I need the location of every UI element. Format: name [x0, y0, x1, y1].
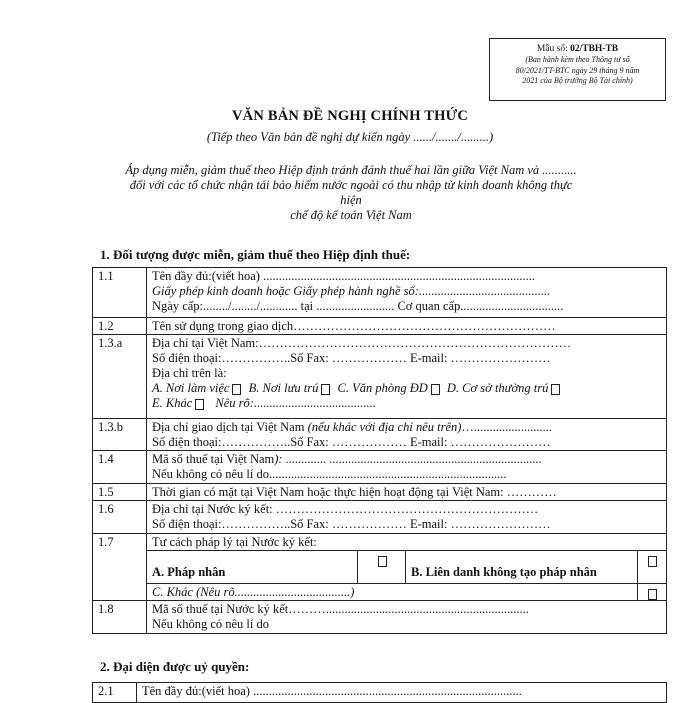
form-note-3: 2021 của Bộ trưởng Bộ Tài chính): [522, 76, 633, 85]
table-row: [93, 419, 667, 451]
table-row: [93, 501, 667, 534]
table-row: [93, 335, 667, 419]
legal-option-c-checkbox[interactable]: [648, 589, 657, 600]
representative-name-field[interactable]: Tên đầy đủ:(viết hoa) ......................................................................................: [142, 684, 522, 698]
option-e-checkbox[interactable]: [195, 399, 204, 410]
trade-name-field[interactable]: Tên sử dụng trong giao dịch………………………………………………………: [152, 319, 556, 333]
row-content: [147, 501, 667, 534]
legal-option-c-label[interactable]: C. Khác (Nêu rõ.....................................): [152, 585, 355, 599]
option-c-checkbox[interactable]: [431, 384, 440, 395]
intro-line: đối với các tổ chức nhận tái bảo hiểm nước ngoài có thu nhập từ kinh doanh không thực hiện: [129, 178, 573, 207]
option-d-checkbox[interactable]: [551, 384, 560, 395]
table-row: [93, 551, 667, 584]
table-row: [93, 584, 667, 601]
row-content: [147, 534, 667, 551]
legal-option-b-label: B. Liên danh không tạo pháp nhân: [411, 565, 597, 579]
option-b-checkbox[interactable]: [321, 384, 330, 395]
address-type-other: [152, 396, 662, 411]
transaction-address-field[interactable]: Địa chỉ giao dịch tại Việt Nam (nếu khác với địa chỉ nêu trên)….........................: [152, 420, 553, 434]
option-e-label: E. Khác: [152, 396, 193, 410]
row-content: [147, 268, 667, 318]
form-note-1: (Ban hành kèm theo Thông tư số: [525, 55, 630, 64]
row-number: 1.3.a: [93, 335, 147, 419]
row-content: [147, 419, 667, 451]
legal-option-a-label: A. Pháp nhân: [152, 565, 226, 579]
legal-option-a-checkbox[interactable]: [378, 556, 387, 567]
legal-option-b-checkbox[interactable]: [648, 556, 657, 567]
row-number: 2.1: [93, 683, 137, 703]
legal-option-a-box: [358, 551, 406, 584]
intro-line: chế độ kế toán Việt Nam: [290, 208, 412, 222]
intro-text: [120, 163, 582, 223]
vn-tax-code-field[interactable]: Mã số thuế tại Việt Nam): ............. ....................................................................: [152, 452, 542, 466]
vn-contact-field[interactable]: Số điện thoại:……………..Số Fax: ……………… E-mail: ……………………: [152, 351, 551, 365]
document-subtitle: (Tiếp theo Văn bản đề nghị dự kiến ngày ....../......./.........): [206, 130, 494, 144]
legal-option-b-cell: [406, 551, 638, 584]
option-b-label: B. Nơi lưu trú: [248, 381, 319, 395]
intro-line: Áp dụng miễn, giảm thuế theo Hiệp định tránh đánh thuế hai lần giữa Việt Nam và ...........: [125, 163, 577, 177]
treaty-address-field[interactable]: Địa chỉ tại Nước ký kết: ………………………………………………………: [152, 502, 539, 516]
full-name-field[interactable]: Tên đầy đủ:(viết hoa) .......................................................................................: [152, 269, 535, 283]
row-number: 1.4: [93, 451, 147, 484]
option-d-label: D. Cơ sở thường trú: [446, 381, 549, 395]
document-title: VĂN BẢN ĐỀ NGHỊ CHÍNH THỨC: [231, 108, 468, 124]
treaty-contact-field[interactable]: Số điện thoại:……………..Số Fax: ……………… E-mail: ……………………: [152, 517, 551, 531]
row-content: [147, 335, 667, 419]
treaty-tax-code-field[interactable]: Mã số thuế tại Nước ký kết……….................................................................: [152, 602, 529, 616]
form-note-2: 80/2021/TT-BTC ngày 29 tháng 9 năm: [515, 65, 640, 75]
legal-option-b-box: [638, 551, 667, 584]
row-number: 1.6: [93, 501, 147, 534]
option-e-note-field[interactable]: Nêu rõ:.......................................: [215, 396, 376, 410]
form-code-box: [489, 38, 666, 101]
legal-status-label: Tư cách pháp lý tại Nước ký kết:: [152, 535, 317, 549]
row-number: 1.7: [93, 534, 147, 601]
row-content: [147, 318, 667, 335]
vn-tax-reason-field[interactable]: Nếu không có nêu lí do............................................................................: [152, 467, 507, 481]
row-number: 1.8: [93, 601, 147, 634]
table-row: [93, 451, 667, 484]
transaction-contact-field[interactable]: Số điện thoại:……………..Số Fax: ……………… E-mail: ……………………: [152, 435, 551, 449]
row-number: 1.2: [93, 318, 147, 335]
license-number-field[interactable]: Giấy phép kinh doanh hoặc Giấy phép hành nghề số:..........................................: [152, 284, 551, 298]
vn-address-field[interactable]: Địa chỉ tại Việt Nam:…………………………………………………………………: [152, 336, 572, 350]
option-a-checkbox[interactable]: [232, 384, 241, 395]
legal-option-c-box: [638, 584, 667, 601]
treaty-tax-reason-field[interactable]: Nếu không có nêu lí do: [152, 617, 269, 631]
option-a-label: A. Nơi làm việc: [152, 381, 230, 395]
form-code: Mẫu số: 02/TBH-TB: [536, 44, 619, 54]
row-number: 1.3.b: [93, 419, 147, 451]
section-1-title: 1. Đối tượng được miễn, giảm thuế theo Hiệp định thuế:: [100, 247, 411, 262]
issue-date-field[interactable]: Ngày cấp:......../......../............ tại ......................... Cơ quan cấp.................................: [152, 299, 564, 313]
row-content: [147, 484, 667, 501]
table-row: [93, 268, 667, 318]
table-row: [93, 318, 667, 335]
row-content: [147, 451, 667, 484]
table-row: [93, 534, 667, 551]
row-number: 1.5: [93, 484, 147, 501]
presence-period-field[interactable]: Thời gian có mặt tại Việt Nam hoặc thực hiện hoạt động tại Việt Nam: …………: [152, 485, 557, 499]
address-type-label: Địa chỉ trên là:: [152, 366, 227, 380]
legal-option-a-cell: [147, 551, 358, 584]
row-number: 1.1: [93, 268, 147, 318]
address-type-options: [152, 381, 662, 396]
table-row: [93, 484, 667, 501]
table-row: [93, 601, 667, 634]
row-content: [147, 601, 667, 634]
option-c-label: C. Văn phòng ĐD: [337, 381, 428, 395]
legal-option-c-cell: [147, 584, 638, 601]
section-1-table: [92, 267, 667, 634]
section-2-title: 2. Đại diện được uỷ quyền:: [100, 659, 250, 674]
